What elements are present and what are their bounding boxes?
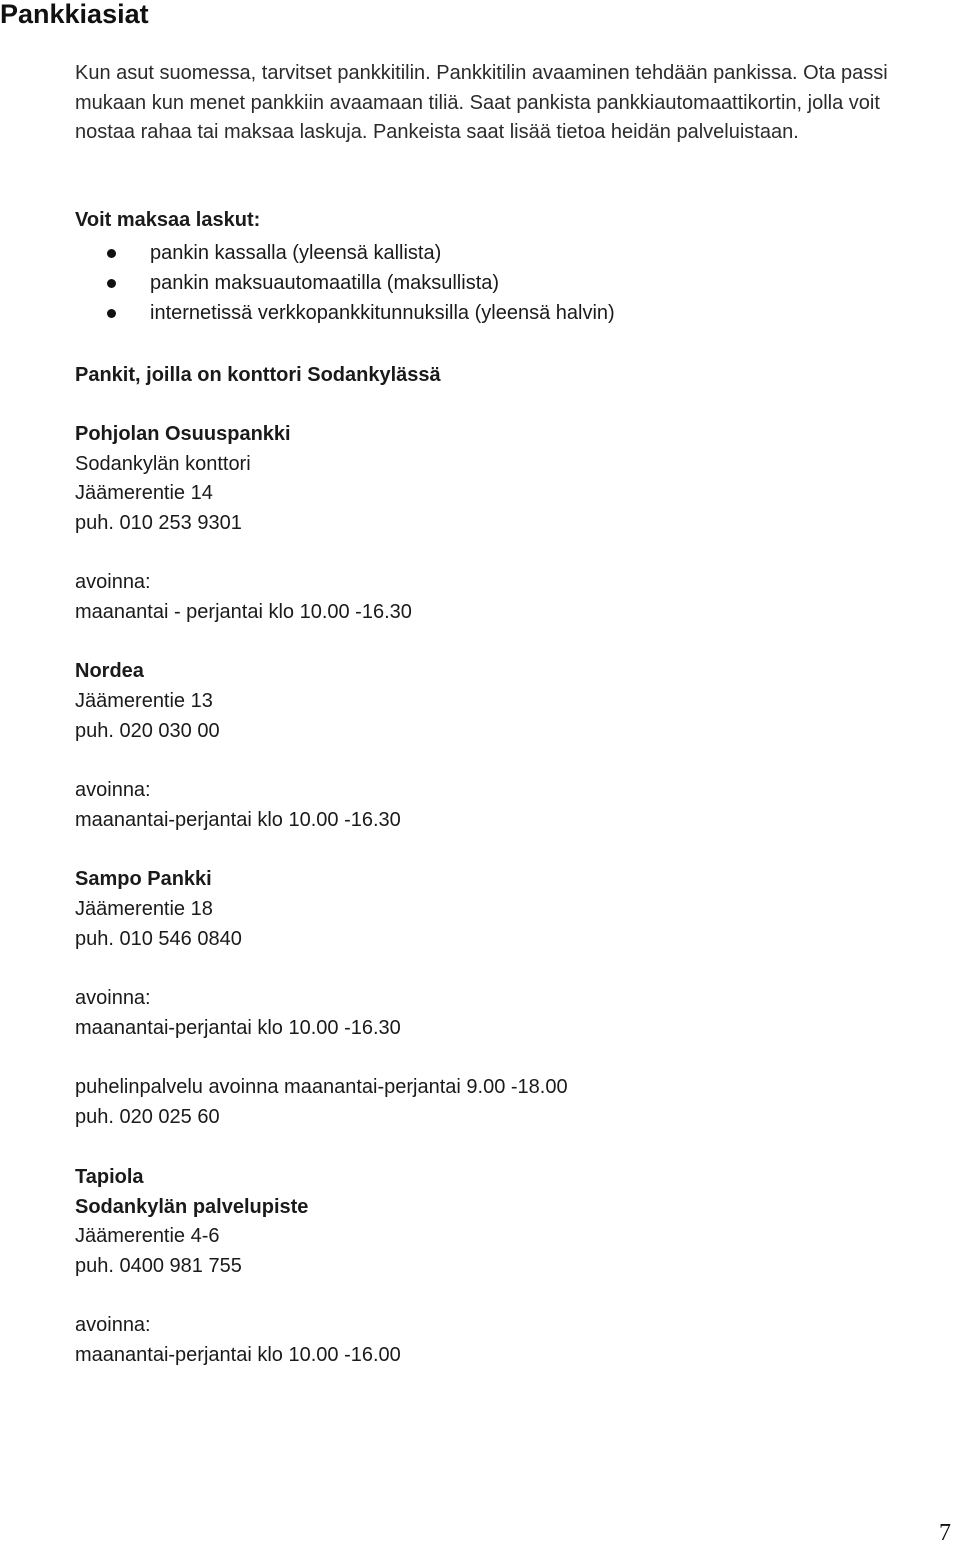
bank-address-tapiola: Jäämerentie 4-6 xyxy=(75,1225,220,1247)
bank-address-sampo: Jäämerentie 18 xyxy=(75,898,213,920)
bank-name-op: Pohjolan Osuuspankki xyxy=(75,423,291,445)
phone-service-number-sampo: puh. 020 025 60 xyxy=(75,1106,220,1128)
bank-address-op: Jäämerentie 14 xyxy=(75,482,213,504)
hours-op: maanantai - perjantai klo 10.00 -16.30 xyxy=(75,601,412,623)
payment-methods-list xyxy=(75,238,615,328)
bank-branch-op: Sodankylän konttori xyxy=(75,453,251,475)
list-item xyxy=(75,298,615,328)
phone-service-sampo: puhelinpalvelu avoinna maanantai-perjantai 9.00 -18.00 xyxy=(75,1076,568,1098)
bank-branch-tapiola: Sodankylän palvelupiste xyxy=(75,1196,309,1218)
bullet-icon xyxy=(107,279,116,288)
hours-nordea: maanantai-perjantai klo 10.00 -16.30 xyxy=(75,809,401,831)
bullet-icon xyxy=(107,309,116,318)
hours-tapiola: maanantai-perjantai klo 10.00 -16.00 xyxy=(75,1344,401,1366)
hours-label-nordea: avoinna: xyxy=(75,779,151,801)
page-title: Pankkiasiat xyxy=(0,0,149,29)
payment-method-text: pankin kassalla (yleensä kallista) xyxy=(150,242,442,264)
payments-heading: Voit maksaa laskut: xyxy=(75,209,261,231)
bank-phone-nordea: puh. 020 030 00 xyxy=(75,720,220,742)
list-item xyxy=(75,268,615,298)
hours-label-tapiola: avoinna: xyxy=(75,1314,151,1336)
bank-phone-sampo: puh. 010 546 0840 xyxy=(75,928,242,950)
bank-phone-op: puh. 010 253 9301 xyxy=(75,512,242,534)
hours-label-sampo: avoinna: xyxy=(75,987,151,1009)
payment-method-text: internetissä verkkopankkitunnuksilla (yleensä halvin) xyxy=(150,302,615,324)
bank-name-tapiola: Tapiola xyxy=(75,1166,144,1188)
hours-label-op: avoinna: xyxy=(75,571,151,593)
hours-sampo: maanantai-perjantai klo 10.00 -16.30 xyxy=(75,1017,401,1039)
list-item xyxy=(75,238,615,268)
bullet-icon xyxy=(107,249,116,258)
bank-address-nordea: Jäämerentie 13 xyxy=(75,690,213,712)
banks-heading: Pankit, joilla on konttori Sodankylässä xyxy=(75,364,441,386)
bank-phone-tapiola: puh. 0400 981 755 xyxy=(75,1255,242,1277)
intro-paragraph: Kun asut suomessa, tarvitset pankkitilin. Pankkitilin avaaminen tehdään pankissa. Ota passi mukaan kun menet pankkiin avaamaan tiliä. Saat pankista pankkiautomaattikortin, jolla voit nostaa rahaa tai maksaa laskuja. Pankeista saat lisää tietoa heidän palveluistaan. xyxy=(75,62,888,143)
payment-method-text: pankin maksuautomaatilla (maksullista) xyxy=(150,272,500,294)
bank-name-nordea: Nordea xyxy=(75,660,144,682)
page-number: 7 xyxy=(939,1520,951,1546)
bank-name-sampo: Sampo Pankki xyxy=(75,868,212,890)
